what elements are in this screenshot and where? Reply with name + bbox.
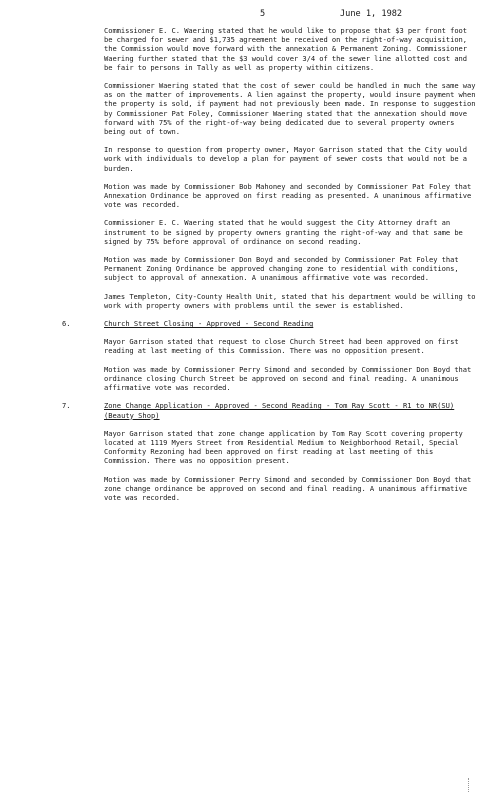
- paragraph: Mayor Garrison stated that zone change application by Tom Ray Scott covering property located at 1119 Myers Street from Residential Medium to Neighborhood Retail, Special Conformity Rezoning had been approved on first reading at last meeting of this Commission. There was no opposition present.: [104, 428, 463, 466]
- page-number: 5: [260, 9, 266, 19]
- agenda-item-6: [62, 319, 476, 393]
- item-title: Church Street Closing - Approved - Second Reading: [104, 319, 314, 329]
- paragraph: In response to question from property owner, Mayor Garrison stated that the City would work with individuals to develop a plan for payment of sewer costs that would not be a burden.: [104, 145, 467, 173]
- paragraph: Motion was made by Commissioner Bob Mahoney and seconded by Commissioner Pat Foley that Annexation Ordinance be approved on first reading as presented. A unanimous affirmative vote was recorded.: [104, 181, 472, 210]
- paragraph: Commissioner Waering stated that the cost of sewer could be handled in much the same way as on the matter of improvements. A lien against the property, would insure payment when the property is sold, if payment had not previously been made. In response to suggestion by Commissioner Pat Foley, Commissioner Waering stated that the annexation should move forward with 75% of the right-of-way being dedicated due to several property owners being out of town.: [104, 81, 476, 137]
- item-number: 6.: [62, 319, 71, 329]
- meeting-date: June 1, 1982: [340, 9, 403, 19]
- scan-artifact: [468, 778, 479, 792]
- item-number: 7.: [62, 401, 71, 411]
- paragraph: Commissioner E. C. Waering stated that he would like to propose that $3 per front foot be charged for sewer and $1,735 agreement be received on the right-of-way acquisition, the Commission would move forward with the annexation & Permanent Zoning. Commissioner Waering further stated that the $3 would cover 3/4 of the sewer line allotted cost and be fair to persons in Tally as well as property within citizens.: [104, 26, 467, 72]
- page-header: [0, 8, 491, 20]
- minutes-body: [62, 26, 476, 511]
- paragraph: Motion was made by Commissioner Don Boyd and seconded by Commissioner Pat Foley that Permanent Zoning Ordinance be approved changing zone to residential with conditions, subject to approval of annexation. A unanimous affirmative vote was recorded.: [104, 255, 459, 283]
- paragraph: James Templeton, City-County Health Unit, stated that his department would be willing to work with property owners with problems until the sewer is established.: [104, 291, 476, 310]
- agenda-item-7: [62, 401, 476, 502]
- item-title: Zone Change Application - Approved - Second Reading - Tom Ray Scott - R1 to NR(SU)(Beauty Shop): [104, 401, 455, 420]
- paragraph: Motion was made by Commissioner Perry Simond and seconded by Commissioner Don Boyd that zone change ordinance be approved on second and final reading. A unanimous affirmative vote was recorded.: [104, 474, 472, 502]
- paragraph: Commissioner E. C. Waering stated that he would suggest the City Attorney draft an instrument to be signed by property owners granting the right-of-way and that same be signed by 75% before approval of ordinance on second reading.: [104, 218, 463, 246]
- paragraph: Mayor Garrison stated that request to close Church Street had been approved on first reading at last meeting of this Commission. There was no opposition present.: [104, 337, 459, 356]
- paragraph: Motion was made by Commissioner Perry Simond and seconded by Commissioner Don Boyd that ordinance closing Church Street be approved on second and final reading. A unanimous affirmative vote was recorded.: [104, 364, 472, 393]
